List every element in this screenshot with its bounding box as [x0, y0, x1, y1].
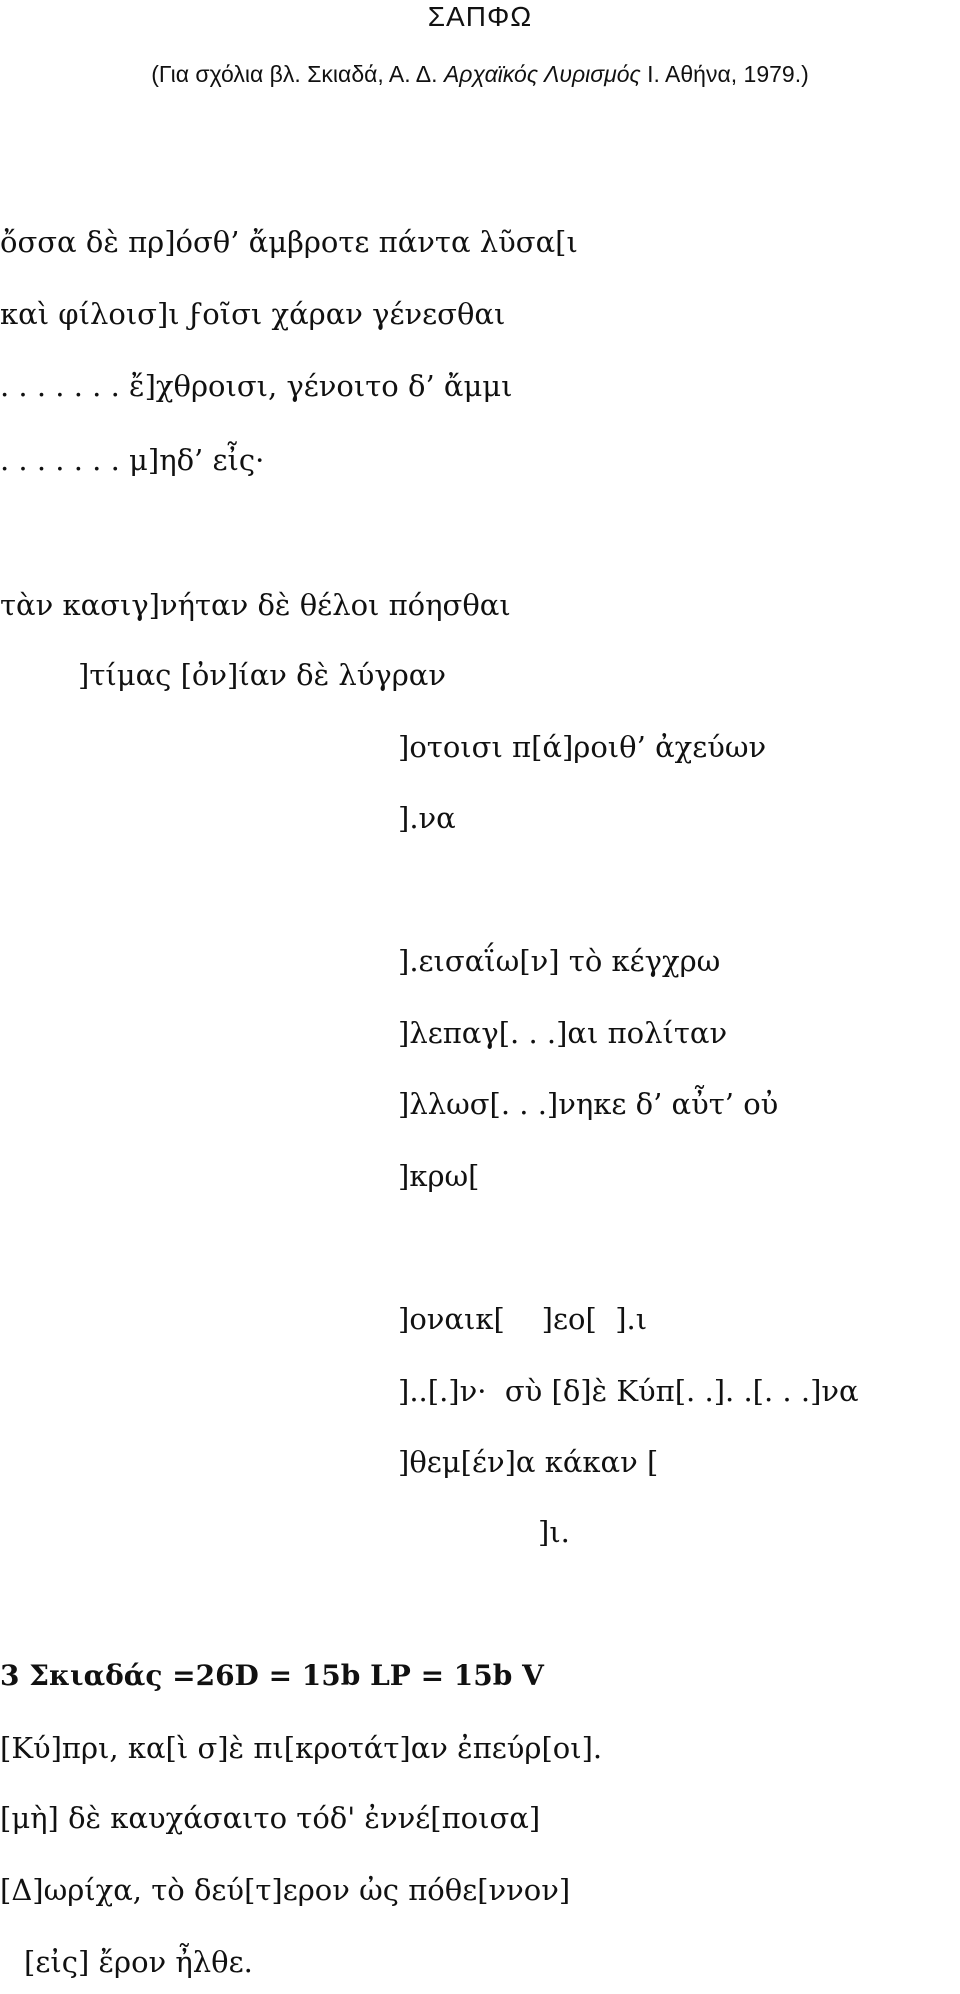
- verse-line: [μὴ] δὲ καυχάσαιτο τόδ' ἐννέ[ποισα]: [0, 1801, 541, 1835]
- verse-line: ]ι.: [538, 1515, 570, 1549]
- source-note-prefix: (Για σχόλια βλ. Σκιαδά, Α. Δ.: [151, 61, 444, 87]
- verse-line: . . . . . . . ἔ]χθροισι, γένοιτο δ’ ἄμμι: [0, 369, 513, 403]
- verse-line: ]..[.]ν· σὺ [δ]ὲ Κύπ[. .]. .[. . .]να: [398, 1374, 859, 1408]
- verse-line: [Κύ]πρι, κα[ὶ σ]ὲ πι[κροτάτ]αν ἐπεύρ[οι].: [0, 1731, 603, 1765]
- verse-line: τὰν κασιγ]νήταν δὲ θέλοι πόησθαι: [0, 588, 511, 622]
- poet-title: ΣΑΠΦΩ: [427, 1, 533, 32]
- source-note: [0, 58, 960, 90]
- verse-line: ]λλωσ[. . .]νηκε δ’ αὖτ’ οὐ: [398, 1087, 779, 1121]
- verse-line: καὶ φίλοισ]ι ϝοῖσι χάραν γένεσθαι: [0, 297, 506, 331]
- verse-line: ]κρω[: [398, 1159, 480, 1193]
- verse-line: ].να: [398, 801, 456, 835]
- verse-line: [εἰς] ἔρον ἦλθε.: [24, 1945, 253, 1979]
- verse-line: ]οναικ[ ]εο[ ].ι: [398, 1302, 648, 1336]
- verse-line: ]λεπαγ[. . .]αι πολίταν: [398, 1016, 728, 1050]
- verse-line: ]τίμας [ὀν]ίαν δὲ λύγραν: [78, 658, 446, 692]
- verse-line: ]οτοισι π[ά]ροιθ’ ἀχεύων: [398, 730, 767, 764]
- source-note-suffix: Ι. Αθήνα, 1979.): [640, 61, 809, 87]
- verse-line: ]θεμ[έν]α κάκαν [: [398, 1445, 659, 1479]
- verse-line: ].εισαΐω[ν] τὸ κέγχρω: [398, 944, 721, 978]
- fragment-heading: 3 Σκιαδάς =26D = 15b LP = 15b V: [0, 1659, 544, 1692]
- verse-line: ὄσσα δὲ πρ]όσθ’ ἄμβροτε πάντα λῦσα[ι: [0, 225, 578, 259]
- verse-line: [Δ]ωρίχα, τὸ δεύ[τ]ερον ὠς πόθε[ννον]: [0, 1873, 571, 1907]
- source-note-book-title: Αρχαϊκός Λυρισμός: [443, 61, 641, 87]
- verse-line: . . . . . . . μ]ηδ’ εἶς·: [0, 443, 265, 477]
